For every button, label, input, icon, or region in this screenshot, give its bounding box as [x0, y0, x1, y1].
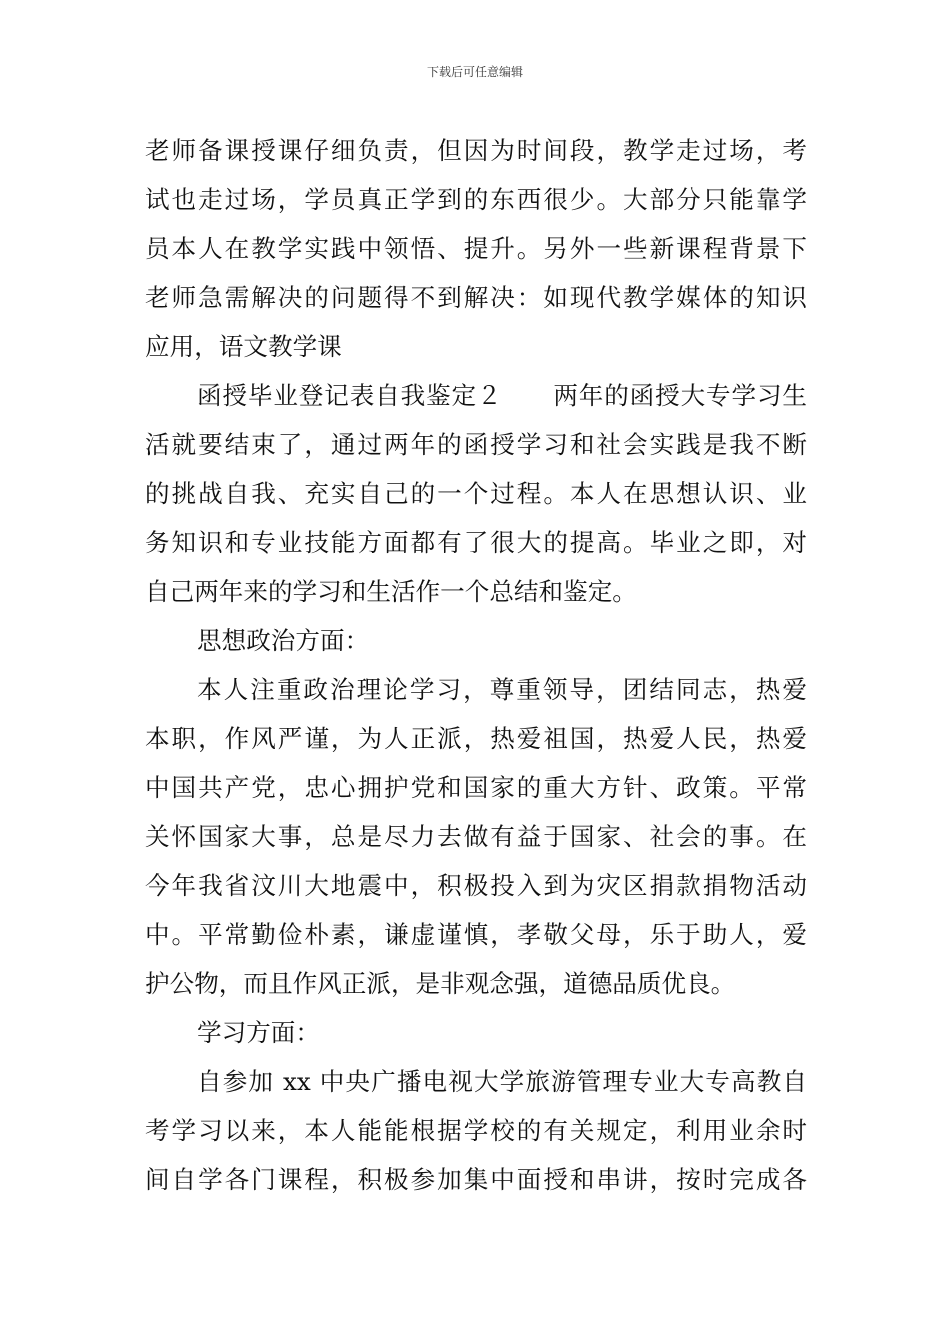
text-line: 中国共产党，忠心拥护党和国家的重大方针、政策。平常 — [145, 773, 807, 802]
text-line: 思想政治方面： — [197, 626, 370, 655]
text-line: 老师急需解决的问题得不到解决：如现代教学媒体的知识 — [145, 283, 807, 312]
text-line: 员本人在教学实践中领悟、提升。另外一些新课程背景下 — [145, 234, 807, 263]
text-line: 应用，语文教学课 — [145, 332, 342, 361]
text-line: 本职，作风严谨，为人正派，热爱祖国，热爱人民，热爱 — [145, 724, 807, 753]
text-line: 护公物，而且作风正派，是非观念强，道德品质优良。 — [145, 969, 736, 998]
text-line: 自参加 xx 中央广播电视大学旅游管理专业大专高教自 — [197, 1067, 807, 1096]
text-line: 本人注重政治理论学习，尊重领导，团结同志，热爱 — [197, 675, 807, 704]
text-line: 间自学各门课程，积极参加集中面授和串讲，按时完成各 — [145, 1165, 807, 1194]
text-line: 关怀国家大事，总是尽力去做有益于国家、社会的事。在 — [145, 822, 807, 851]
text-line: 函授毕业登记表自我鉴定２ 两年的函授大专学习生 — [197, 381, 807, 410]
text-line: 务知识和专业技能方面都有了很大的提高。毕业之即，对 — [145, 528, 807, 557]
document-body — [145, 126, 807, 1204]
text-line: 的挑战自我、充实自己的一个过程。本人在思想认识、业 — [145, 479, 807, 508]
text-line: 活就要结束了，通过两年的函授学习和社会实践是我不断 — [145, 430, 807, 459]
text-line: 学习方面： — [197, 1018, 320, 1047]
text-line: 今年我省汶川大地震中，积极投入到为灾区捐款捐物活动 — [145, 871, 807, 900]
text-line: 考学习以来，本人能能根据学校的有关规定，利用业余时 — [145, 1116, 807, 1145]
text-line: 老师备课授课仔细负责，但因为时间段，教学走过场，考 — [145, 136, 807, 165]
text-line: 中。平常勤俭朴素，谦虚谨慎，孝敬父母，乐于助人，爱 — [145, 920, 807, 949]
page-header: 下载后可任意编辑 — [426, 65, 523, 79]
text-line: 试也走过场，学员真正学到的东西很少。大部分只能靠学 — [145, 185, 807, 214]
text-line: 自己两年来的学习和生活作一个总结和鉴定。 — [145, 577, 637, 606]
